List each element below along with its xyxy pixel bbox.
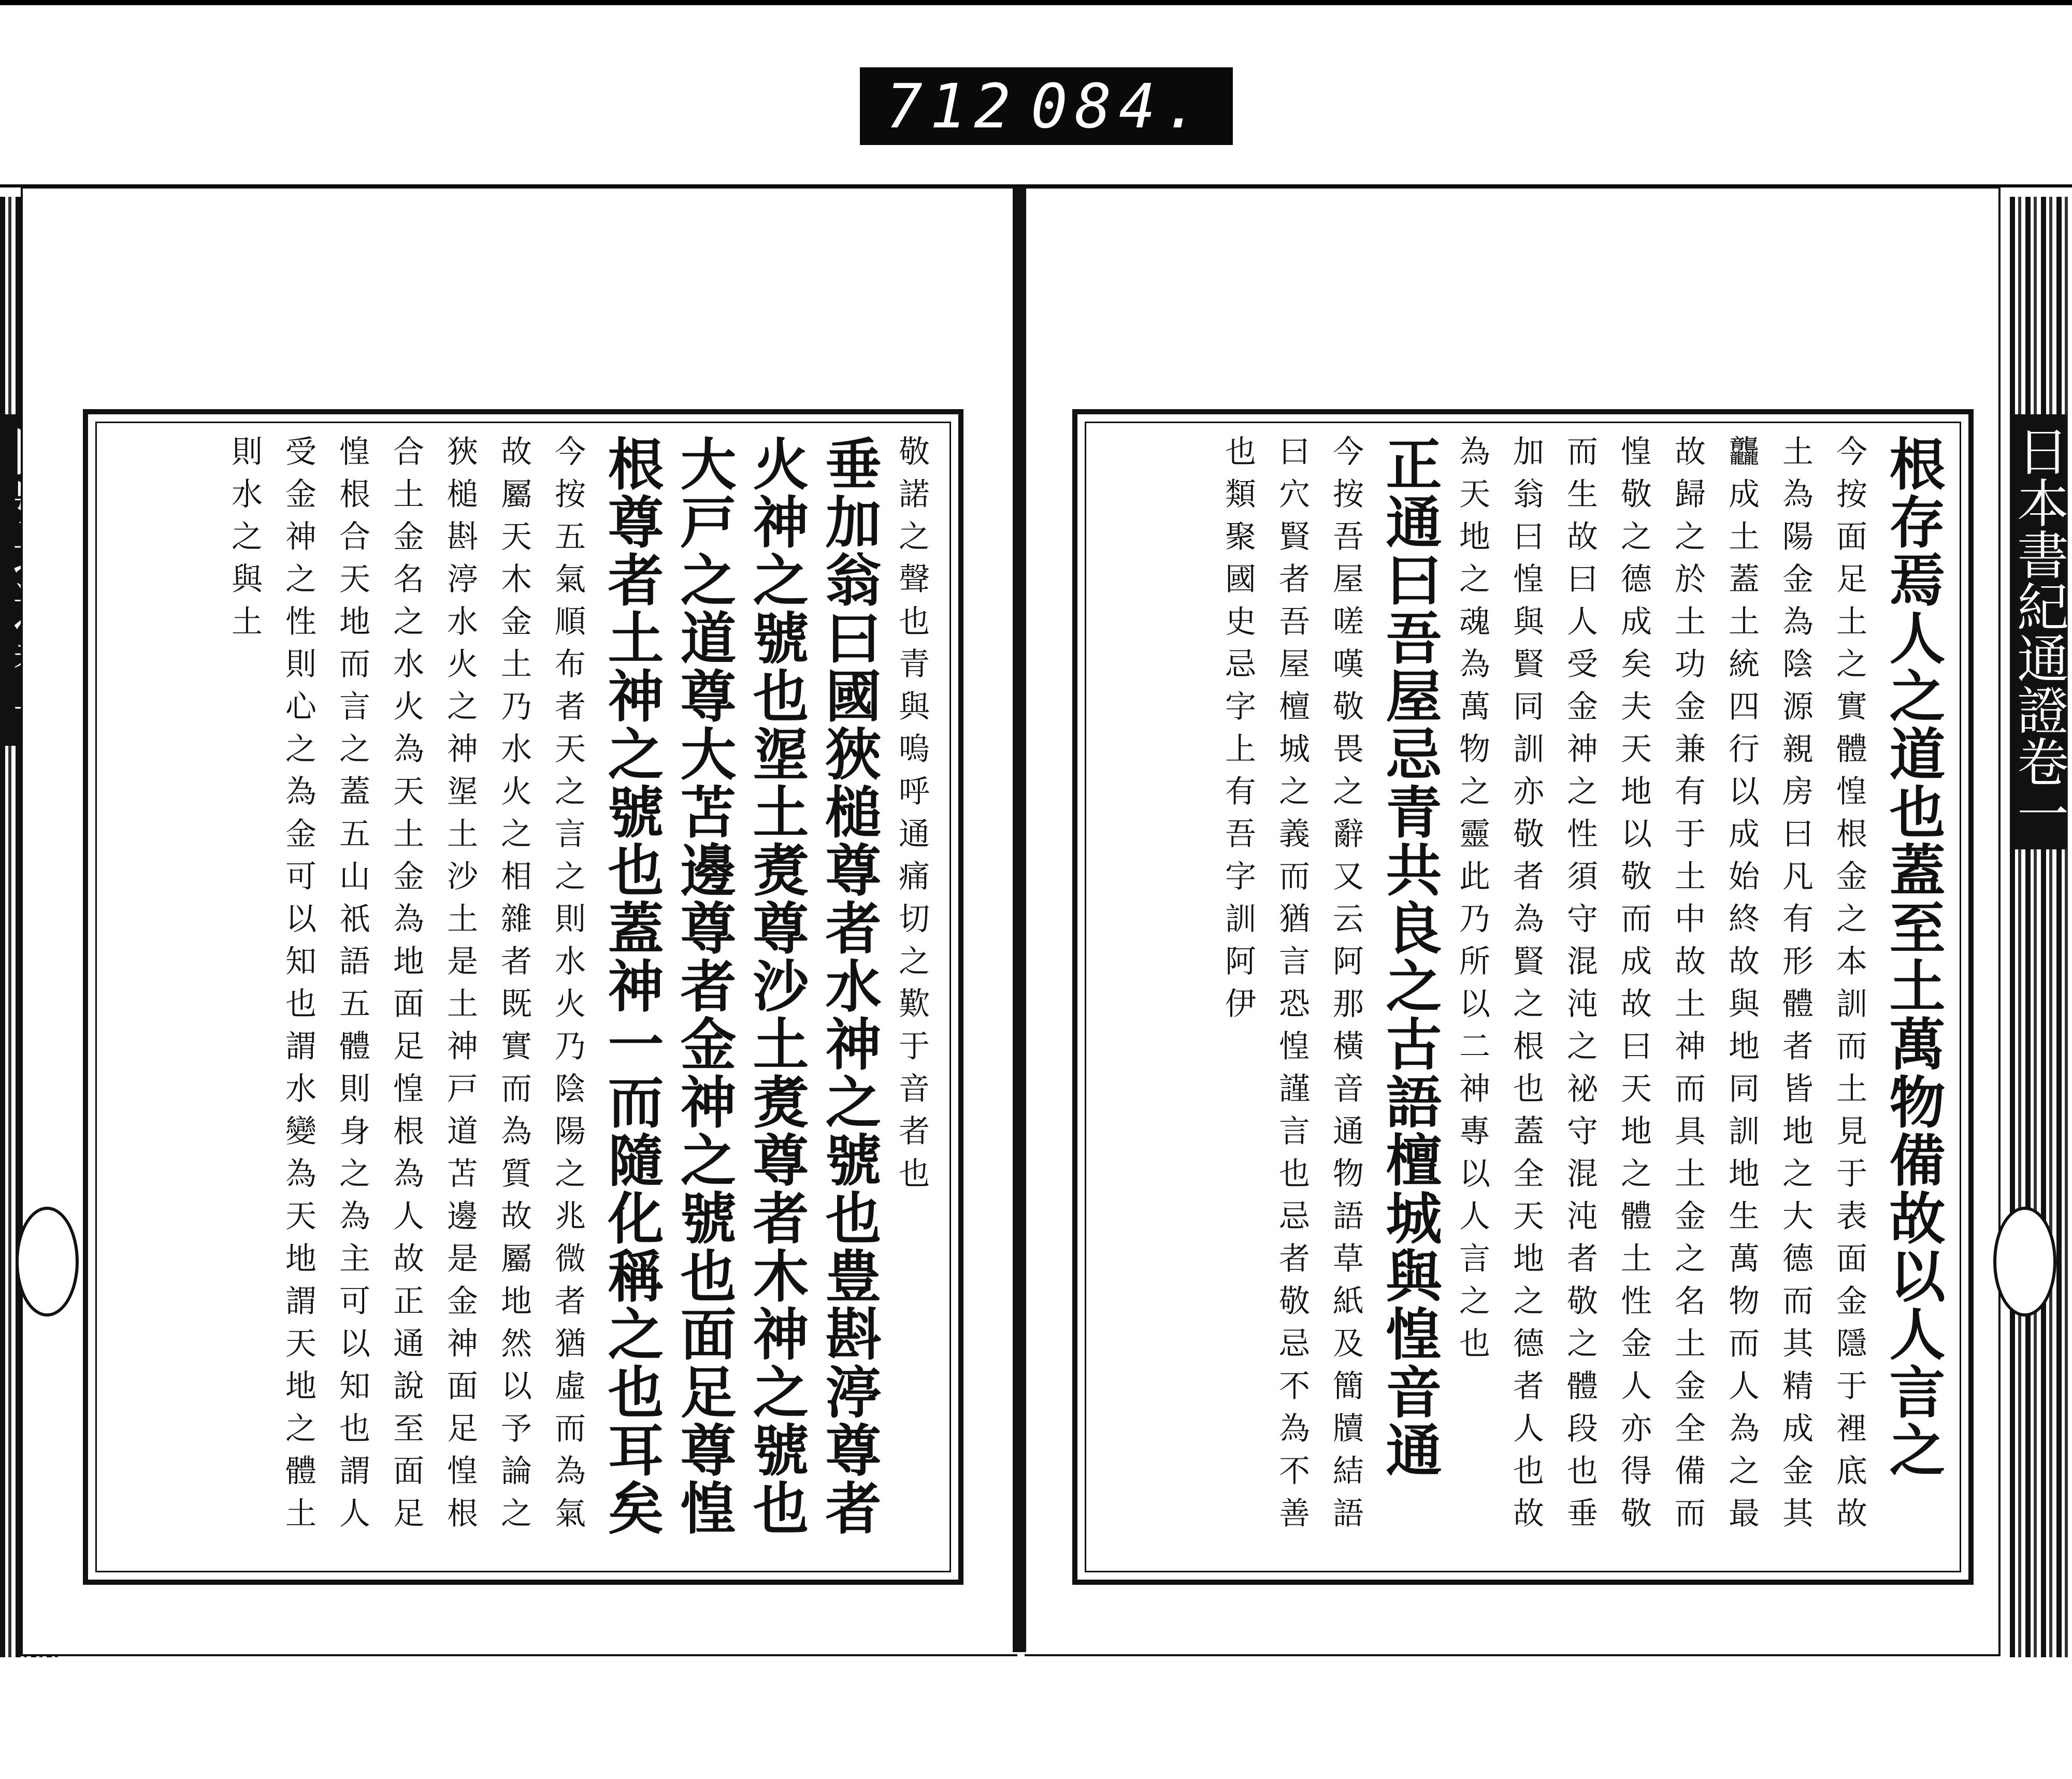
- left-page-text: [108, 435, 939, 1559]
- binding-hole-right: [1993, 1207, 2056, 1317]
- text-column: 敬諾之聲也青與嗚呼通痛切之歎于音者也: [894, 435, 930, 1199]
- text-column: 根存焉人之道也蓋至土萬物備故以人言之: [1880, 435, 1945, 1479]
- text-column: 今按五氣順布者天之言之則水火乃陰陽之兆微者猶虛而為氣故屬天木金土乃水火之相雜者既實而為質故屬地然以予論之狹槌斟渟水火之神埿土沙土是土神戸道苫邊是金神面足惶根合土金名之水火為天土金為地面足惶根為人故正通說至面足惶根合天地而言之蓋五山祇語五體則身之為主可以知也謂人受金神之性則心之為金可以知也謂水變為天地謂天地之體土則水之與土: [226, 435, 586, 1539]
- right-edge-title: 日本書紀通證卷一: [2010, 414, 2067, 849]
- book-spine: [1013, 186, 1026, 1652]
- stamp-right-number: 084.: [1030, 70, 1207, 142]
- binding-hole-left: [16, 1207, 79, 1317]
- scan-edge-top: [0, 0, 2072, 5]
- archive-number-stamp: [860, 67, 1233, 145]
- text-column: 今按面足土之實體惶根金之本訓而土見于表面金隱于裡底故土為陽金為陰源親房曰凡有形體者皆地之大德而其精成金其龘成土蓋土統四行以成始終故與地同訓地生萬物而人為之最故歸之於土功金兼有于土中故土神而具土金之名土金全備而惶敬之德成矣夫天地以敬而成故曰天地之體土性金人亦得敬而生故曰人受金神之性須守混沌之祕守混沌者敬之體段也垂加翁曰惶與賢同訓亦敬者為賢之根也蓋全天地之德者人也故為天地之魂為萬物之靈此乃所以二神專以人言之也: [1454, 435, 1867, 1539]
- right-text-frame: [1072, 409, 1974, 1585]
- text-column: 垂加翁曰國狹槌尊者水神之號也豊斟渟尊者火神之號也埿土煑尊沙土煑尊者木神之號也大戸之道尊大苫邊尊者金神之號也面足尊惶根尊者土神之號也蓋神一而隨化稱之也耳矣: [598, 435, 881, 1537]
- right-page-text: [1097, 435, 1949, 1559]
- left-text-frame: [83, 409, 963, 1585]
- text-column: 今按吾屋嗟嘆敬畏之辭又云阿那橫音通物語草紙及簡牘結語曰穴賢者吾屋檀城之義而猶言恐惶謹言也忌者敬忌不為不善也類聚國史忌字上有吾字訓阿伊: [1220, 435, 1364, 1539]
- stamp-left-number: 712: [886, 70, 1018, 142]
- text-column: 正通曰吾屋忌青共良之古語檀城與惶音通: [1376, 435, 1442, 1479]
